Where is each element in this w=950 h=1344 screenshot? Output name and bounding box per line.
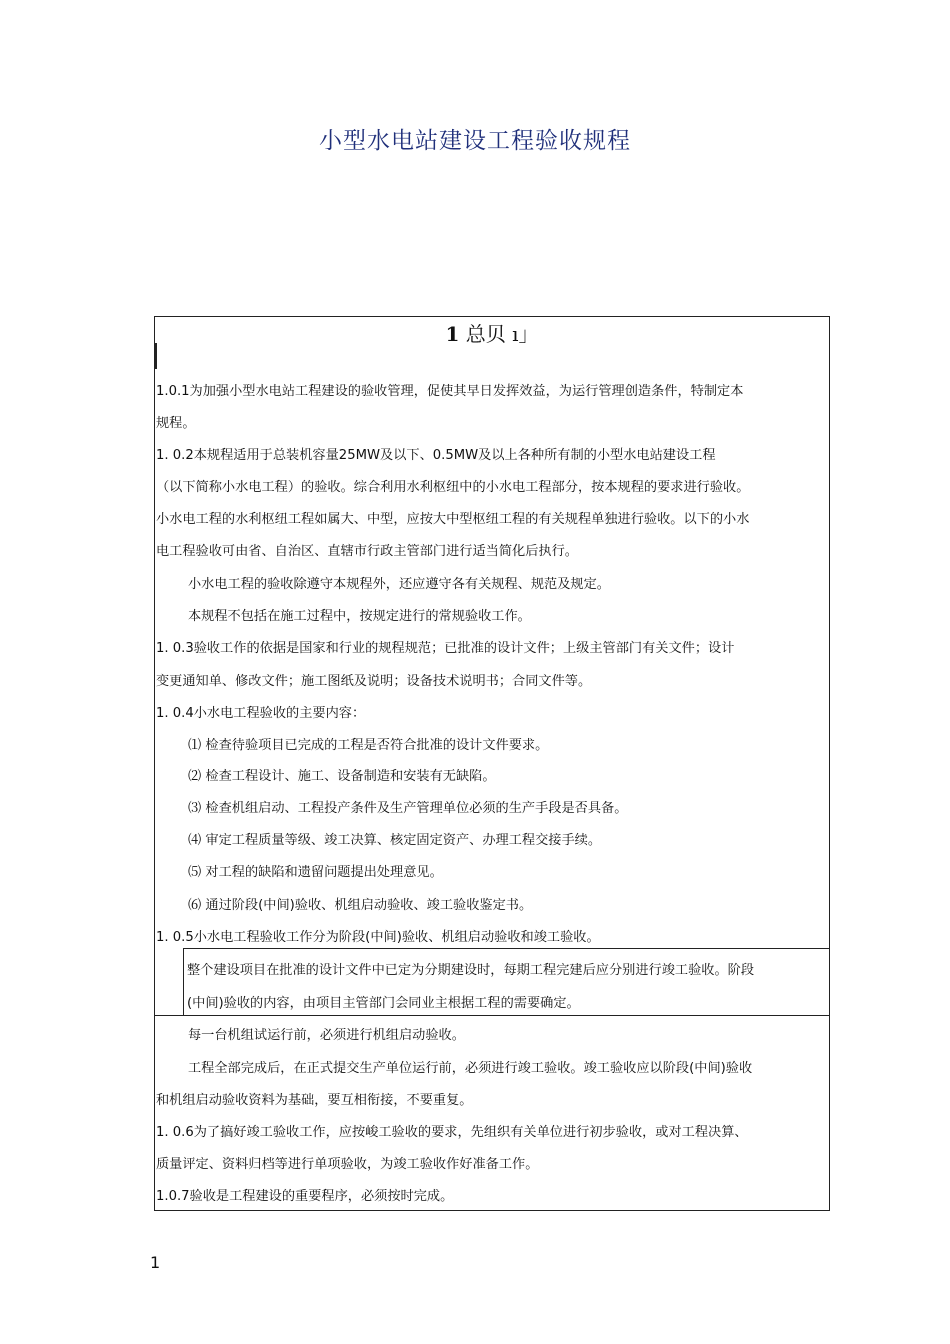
chapter-title: 总贝 ı」 [465, 322, 539, 346]
text-line: 工程全部完成后，在正式提交生产单位运行前，必须进行竣工验收。竣工验收应以阶段(中间)验收 [188, 1061, 753, 1076]
text-line: 1. 0.2本规程适用于总装机容量25MW及以下、0.5MW及以上各种所有制的小型水电站建设工程 [156, 448, 716, 463]
text-line: 1. 0.3验收工作的依据是国家和行业的规程规范；已批准的设计文件；上级主管部门有关文件；设计 [156, 641, 735, 656]
text-line: 变更通知单、修改文件；施工图纸及说明；设备技术说明书；合同文件等。 [156, 674, 592, 689]
list-item: ⑶ 检查机组启动、工程投产条件及生产管理单位必须的生产手段是否具备。 [188, 801, 628, 816]
text-line: （以下简称小水电工程）的验收。综合利用水利枢纽中的小水电工程部分，按本规程的要求进行验收。 [156, 480, 750, 495]
chapter-number: 1 [445, 322, 460, 346]
list-item: ⑸ 对工程的缺陷和遗留问题提出处理意见。 [188, 865, 443, 880]
text-line: 和机组启动验收资料为基础，要互相衔接，不要重复。 [156, 1093, 473, 1108]
text-frame-upper [154, 316, 830, 949]
list-item: ⑹ 通过阶段(中间)验收、机组启动验收、竣工验收鉴定书。 [188, 898, 533, 913]
text-line: 每一台机组试运行前，必须进行机组启动验收。 [188, 1028, 465, 1043]
text-line: 电工程验收可由省、自治区、直辖市行政主管部门进行适当简化后执行。 [156, 544, 578, 559]
text-line: 小水电工程的水利枢纽工程如属大、中型，应按大中型枢纽工程的有关规程单独进行验收。以下的小水 [156, 512, 750, 527]
list-item: ⑴ 检查待验项目已完成的工程是否符合批准的设计文件要求。 [188, 738, 549, 753]
chapter-heading [154, 318, 830, 347]
frame-divider [154, 948, 155, 1015]
text-line: (中间)验收的内容，由项目主管部门会同业主根据工程的需要确定。 [187, 996, 580, 1011]
page-number: 1 [150, 1253, 161, 1272]
text-line: 整个建设项目在批准的设计文件中已定为分期建设时，每期工程完建后应分别进行竣工验收。阶段 [187, 963, 755, 978]
text-line: 1. 0.4小水电工程验收的主要内容： [156, 706, 366, 721]
document-title: 小型水电站建设工程验收规程 [319, 128, 631, 154]
text-line: 1. 0.5小水电工程验收工作分为阶段(中间)验收、机组启动验收和竣工验收。 [156, 930, 600, 945]
text-line: 小水电工程的验收除遵守本规程外，还应遵守各有关规程、规范及规定。 [188, 577, 610, 592]
text-line: 1.0.1为加强小型水电站工程建设的验收管理，促使其早日发挥效益，为运行管理创造条件，特制定本 [156, 384, 744, 399]
text-line: 本规程不包括在施工过程中，按规定进行的常规验收工作。 [188, 609, 531, 624]
text-line: 1.0.7验收是工程建设的重要程序，必须按时完成。 [156, 1189, 454, 1204]
list-item: ⑷ 审定工程质量等级、竣工决算、核定固定资产、办理工程交接手续。 [188, 833, 602, 848]
text-line: 质量评定、资料归档等进行单项验收，为竣工验收作好准备工作。 [156, 1157, 539, 1172]
list-item: ⑵ 检查工程设计、施工、设备制造和安装有无缺陷。 [188, 769, 496, 784]
text-line: 规程。 [156, 416, 196, 431]
text-line: 1. 0.6为了搞好竣工验收工作，应按峻工验收的要求，先组织有关单位进行初步验收，或对工程决算、 [156, 1125, 748, 1140]
